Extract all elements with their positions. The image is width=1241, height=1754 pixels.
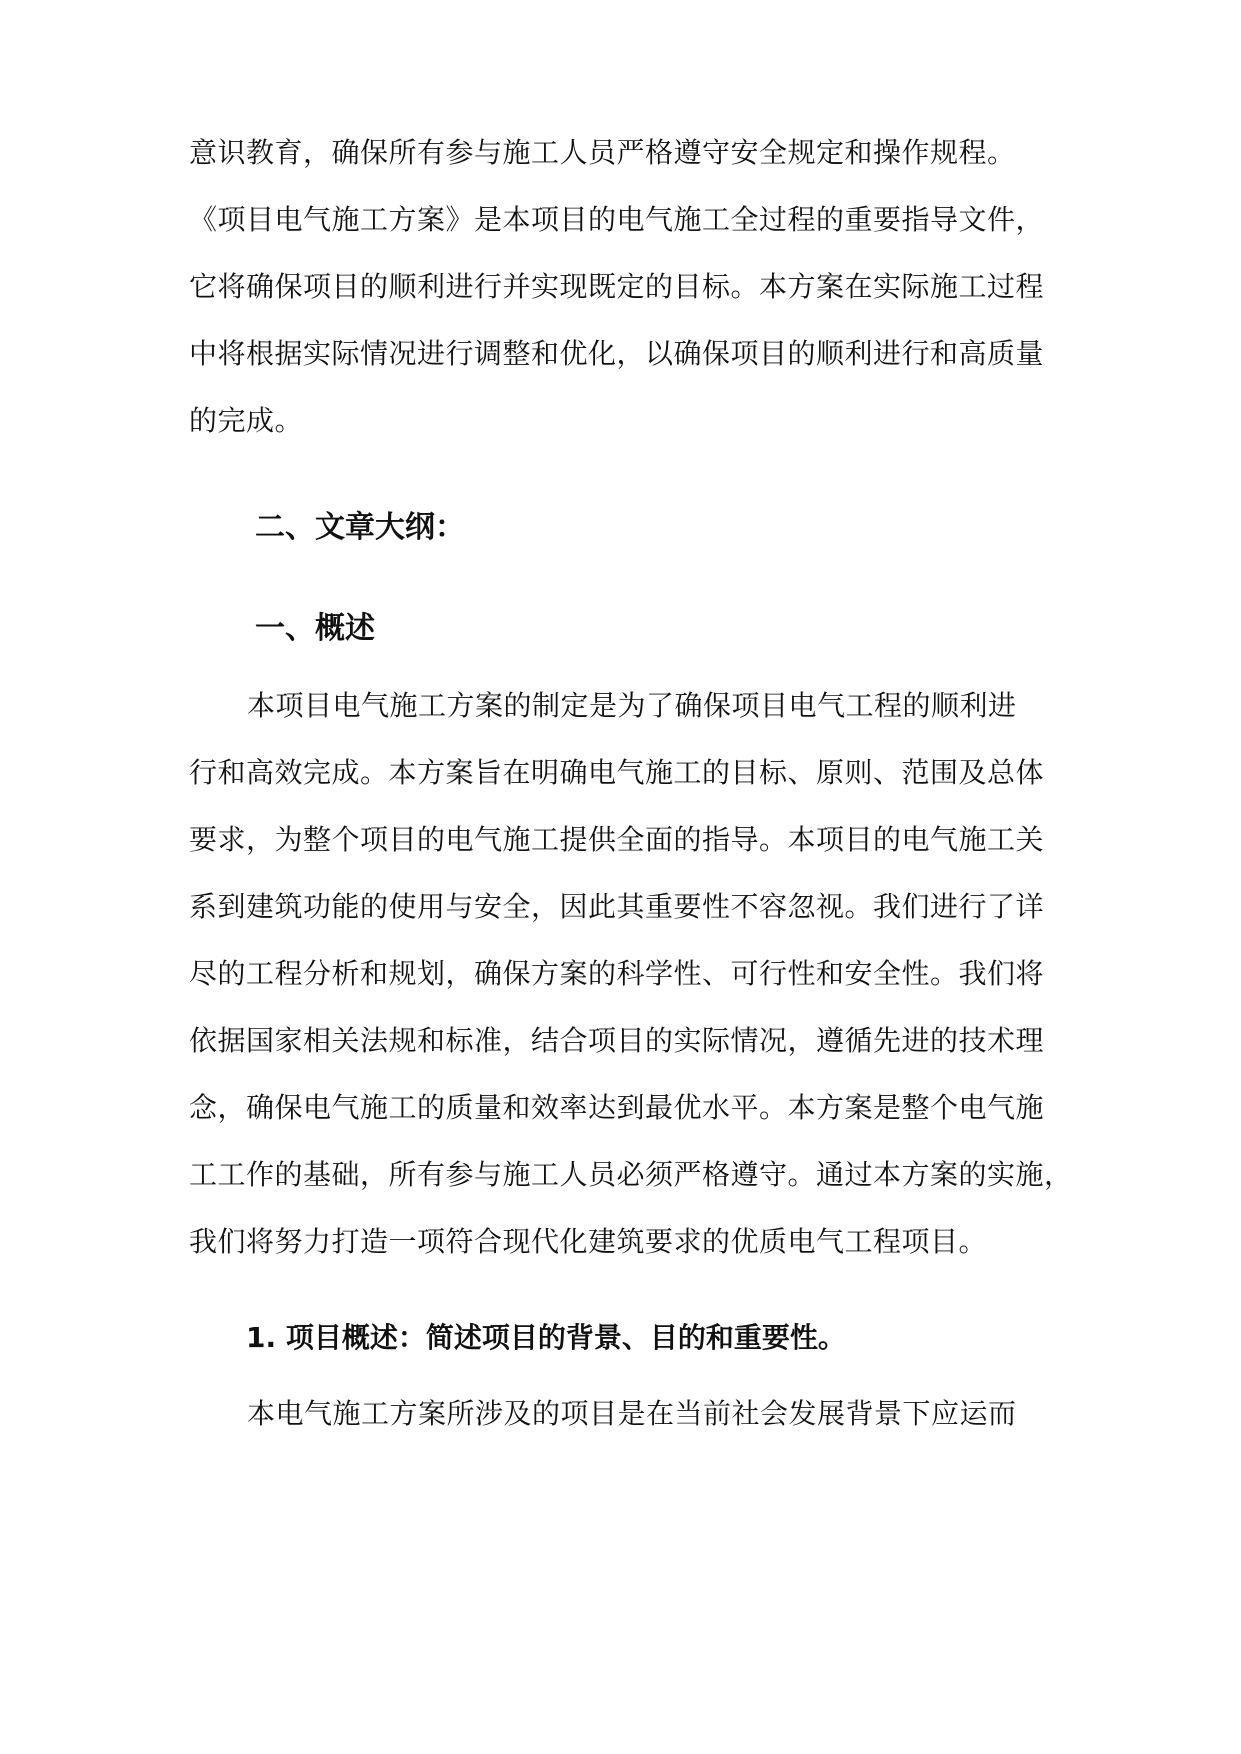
paragraph-line: 意识教育，确保所有参与施工人员严格遵守安全规定和操作规程。 [189, 136, 1016, 169]
paragraph-line: 本电气施工方案所涉及的项目是在当前社会发展背景下应运而 [247, 1397, 1017, 1430]
paragraph-line: 我们将努力打造一项符合现代化建筑要求的优质电气工程项目。 [189, 1225, 988, 1258]
subsection-heading: 1. 项目概述：简述项目的背景、目的和重要性。 [246, 1321, 846, 1354]
paragraph-line: 它将确保项目的顺利进行并实现既定的目标。本方案在实际施工过程 [189, 270, 1045, 303]
paragraph-line: 的完成。 [189, 404, 304, 437]
section-heading-outline: 二、文章大纲： [255, 510, 465, 545]
section-heading-overview: 一、概述 [255, 611, 375, 646]
paragraph-line: 中将根据实际情况进行调整和优化，以确保项目的顺利进行和高质量 [189, 337, 1045, 370]
paragraph-line: 《项目电气施工方案》是本项目的电气施工全过程的重要指导文件， [189, 203, 1045, 236]
paragraph-line: 系到建筑功能的使用与安全，因此其重要性不容忽视。我们进行了详 [189, 890, 1045, 923]
paragraph-line: 工工作的基础，所有参与施工人员必须严格遵守。通过本方案的实施， [189, 1158, 1073, 1191]
paragraph-line: 要求，为整个项目的电气施工提供全面的指导。本项目的电气施工关 [189, 823, 1045, 856]
paragraph-line: 本项目电气施工方案的制定是为了确保项目电气工程的顺利进 [247, 689, 1017, 722]
paragraph-line: 依据国家相关法规和标准，结合项目的实际情况，遵循先进的技术理 [189, 1024, 1045, 1057]
paragraph-line: 尽的工程分析和规划，确保方案的科学性、可行性和安全性。我们将 [189, 957, 1045, 990]
paragraph-line: 行和高效完成。本方案旨在明确电气施工的目标、原则、范围及总体 [189, 756, 1045, 789]
paragraph-line: 念，确保电气施工的质量和效率达到最优水平。本方案是整个电气施 [189, 1091, 1045, 1124]
